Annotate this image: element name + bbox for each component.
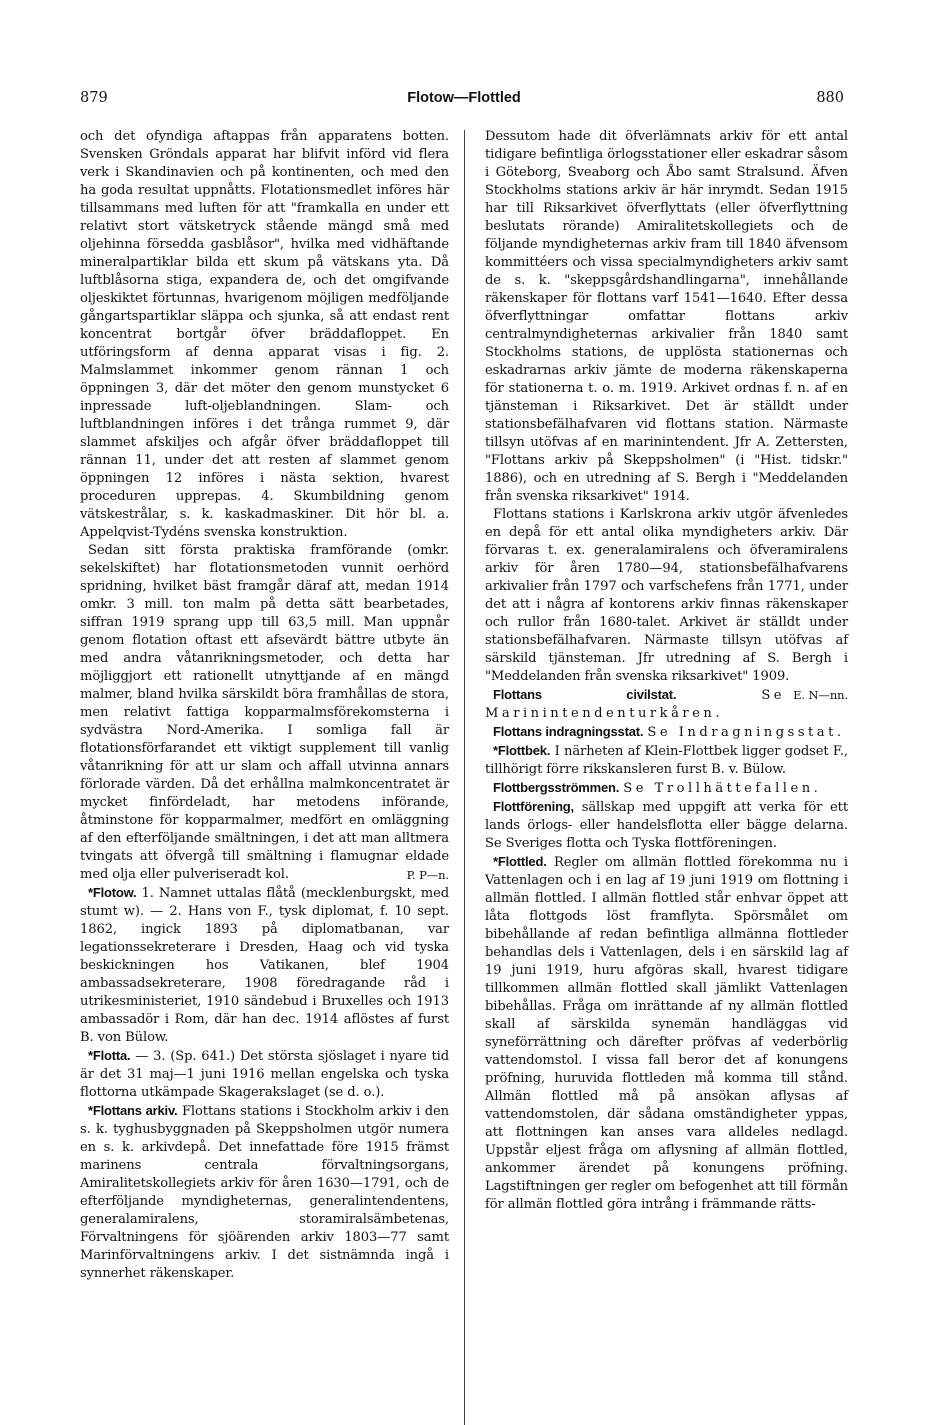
- entry-flottbergsstrommen: [485, 779, 848, 798]
- headword: Flottans civilstat.: [493, 687, 677, 702]
- entry-flottans-arkiv: [80, 1102, 449, 1283]
- entry-flotta: [80, 1047, 449, 1102]
- entry-text: — 3. (Sp. 641.) Det största sjöslaget i nyare tid är det 31 maj—1 juni 1916 mellan engelska och tyska flottorna utkämpade Skagerakslaget (se d. o.).: [80, 1049, 449, 1100]
- flotation-history-paragraph: [80, 542, 449, 884]
- headword: Flottförening,: [493, 799, 574, 814]
- entry-text: I närheten af Klein-Flottbek ligger godset F., tillhörigt förre rikskansleren furst B. v. Bülow.: [485, 744, 848, 777]
- page-number-right: 880: [816, 90, 844, 106]
- entry-flottforening: [485, 798, 848, 853]
- entry-flottbek: [485, 742, 848, 779]
- entry-flottled: [485, 853, 848, 1214]
- cross-reference: Se Marinintendenturkåren.: [485, 688, 786, 721]
- entry-flottans-indragningsstat: [485, 723, 848, 742]
- arkiv-continued-paragraph: Dessutom hade dit öfverlämnats arkiv för ett antal tidigare befintliga örlogsstationer eller eskadrar såsom i Göteborg, Sveaborg och Åbo samt Stralsund. Äfven Stockholms stations arkiv är här inrymdt. Sedan 1915 har till Riksarkivet öfverflyttats (eller öfverflyttning beslutats rörande) Amiralitetskollegiets och de följande myndigheternas arkiv fram till 1840 äfvensom kommittéers och vissa specialmyndigheters arkiv samt de s. k. "skeppsgårdshandlingarna", innehållande räkenskaper för flottans varf 1541—1640. Efter dessa öfverflyttningar omfattar flottans arkiv centralmyndigheternas arkivalier från 1840 samt Stockholms stations, de upplösta stationernas och eskadrarnas arkiv jämte de moderna räkenskaperna för stationerna t. o. m. 1919. Arkivet ordnas f. n. af en tjänsteman i Riksarkivet. Det är ställdt under stationsbefälhafvaren vid flottans station. Närmaste tillsyn utöfvas af en marinintendent. Jfr A. Zettersten, "Flottans arkiv på Skeppsholmen" (i "Hist. tidskr." 1886), och en utredning af S. Bergh i "Meddelanden från svenska riksarkivet" 1914.: [485, 129, 848, 504]
- column-divider: [464, 130, 465, 1425]
- headword: *Flottans arkiv.: [88, 1103, 178, 1118]
- entry-flotow: [80, 884, 449, 1047]
- author-signature: E. N—nn.: [793, 688, 848, 702]
- entry-text: Flottans stations i Stockholm arkiv i den s. k. tyghusbyggnaden på Skeppsholmen utgör numera en s. k. arkivdepå. Det innefattade före 1915 främst marinens centrala förvaltningsorgans, Amiralitetskollegiets arkiv för åren 1630—1791, och de efterföljande myndigheternas, generalintendentens, generalamiralens, storamiralsämbetenas, Förvaltningens för sjöärenden arkiv 1803—77 samt Marinförvaltningens arkiv. I det sistnämnda ingå i synnerhet räkenskaper.: [80, 1104, 449, 1281]
- header-title: Flotow—Flottled: [407, 90, 521, 106]
- entry-text: 1. Namnet uttalas flåtå (mecklenburgskt, med stumt w). — 2. Hans von F., tysk diplomat, f. 10 sept. 1862, ingick 1893 på diplomatbanan, var legationssekreterare i Dresden, Haag och vid tyska beskickningen hos Vatikanen, blef 1904 ambassadsekreterare, 1908 föredragande råd i utrikesministeriet, 1910 sändebud i Bruxelles och 1913 ambassadör i Rom, där han dec. 1914 aflöstes af furst B. von Bülow.: [80, 886, 450, 1045]
- headword: *Flotta.: [88, 1048, 131, 1063]
- page-number-left: 879: [80, 90, 108, 106]
- headword: *Flottbek.: [493, 743, 551, 758]
- cross-reference: Se Trollhättefallen.: [623, 781, 822, 796]
- headword: *Flotow.: [88, 885, 137, 900]
- author-signature: P. P—n.: [406, 868, 449, 882]
- headword: Flottans indragningsstat.: [493, 724, 644, 739]
- headword: Flottbergsströmmen.: [493, 780, 620, 795]
- paragraph-text: Sedan sitt första praktiska framförande (omkr. sekelskiftet) har flotationsmetoden vunnit oerhörd spridning, hvilket bäst framgår däraf att, medan 1914 omkr. 3 mill. ton malm på detta sätt bearbetades, siffran 1919 sprang upp till 63,5 mill. Man uppnår genom flotation oftast ett afsevärdt bättre utbyte än med andra våtanrikningsmetoder, och detta har möjliggjort ett rationellt utnyttjande af en mängd malmer, bland hvilka särskildt böra framhållas de stora, men relativt fattiga kopparmalmsförekomsterna i sydvästra Nord-Amerika. I somliga fall är flotationsförfarandet ett viktigt supplement till vanlig våtanrikning för att ur slam och affall utvinna annars förlorade värden. Då det erhållna malmkoncentratet är mycket finfördeladt, har metodens införande, åtminstone för kopparmalmer, medfört en omläggning af den efterföljande smältningen, i det att man alltmera tvingats att öfvergå till smältning i flamugnar eldade med olja eller pulveriseradt kol.: [80, 543, 449, 882]
- headword: *Flottled.: [493, 854, 547, 869]
- cross-reference: Se Indragningsstat.: [647, 725, 845, 740]
- running-header: [0, 90, 928, 114]
- left-column: [80, 128, 449, 1283]
- paragraph-text: Flottans stations i Karlskrona arkiv utgör äfvenledes en depå för ett antal olika myndigheters arkiv. Där förvaras t. ex. generalamiralens och öfveramiralens arkiv för åren 1780—94, stationsbefälhafvarens arkivalier från 1797 och varfschefens från 1771, under det att i några af kontorens arkiv finnas räkenskaper och rullor från 1680-talet. Arkivet är ställdt under stationsbefälhafvaren. Närmaste tillsyn utöfvas af särskild tjänsteman. Jfr utredning af S. Bergh i "Meddelanden från svenska riksarkivet" 1909.: [485, 507, 848, 684]
- flotation-continued-paragraph: och det ofyndiga aftappas från apparatens botten. Svensken Gröndals apparat har blifvit införd vid flera verk i Skandinavien och på kontinenten, och med den ha goda resultat uppnåtts. Flotationsmedlet införes här tillsammans med luften för att "framkalla en under ett relativt stort vätsketryck stående mängd små med oljehinna försedda gasblåsor", hvilka med vidhäftande mineralpartiklar bilda ett skum på vätskans yta. Då luftblåsorna stiga, expandera de, och det omgifvande oljeskiktet förtunnas, hvarigenom möjligen medföljande gångartspartiklar släppa och sjunka, så att endast rent koncentrat bortgår öfver bräddafloppet. En utföringsform af denna apparat visas i fig. 2. Malmslammet inkommer genom rännan 1 och öppningen 3, där det möter den genom munstycket 6 inpressade luft-oljeblandningen. Slam- och luftblandningen införes i det trånga rummet 9, där slammet afskiljes och afgår öfver bräddafloppet till rännan 11, under det att resten af slammet genom öppningen 12 införes i nästa sektion, hvarest proceduren upprepas. 4. Skumbildning genom vätskestrålar, s. k. kaskadmaskiner. Dit hör bl. a. Appelqvist-Tydéns svenska konstruktion.: [80, 129, 449, 540]
- entry-text: sällskap med uppgift att verka för ett lands örlogs- eller handelsflotta eller bägge delarna. Se Sveriges flotta och Tyska flottföreningen.: [485, 800, 849, 851]
- entry-text: Regler om allmän flottled förekomma nu i Vattenlagen och i en lag af 19 juni 1919 om flottning i allmän flottled. I allmän flottled står enhvar öppet att låta flottgods löst framflyta. Spörsmålet om bibehållande af redan befintliga allmänna flottleder behandlas dels i Vattenlagen, dels i en särskild lag af 19 juni 1919, huru afgöras skall, hvarest tidigare tillkommen allmän flottled skall jämlikt Vattenlagen bibehållas. Fråga om inrättande af ny allmän flottled skall af särskilda synemän handläggas vid syneförrättning och därefter pröfvas af vederbörlig vattendomstol. I vissa fall beror det af konungens pröfning, huruvida flottleden må komma till stånd. Allmän flottled må på ansökan aflysas af vattendomstolen, där sådana omständigheter yppas, att flottningen kan anses vara alldeles nedlagd. Uppstår eljest fråga om aflysning af allmän flottled, ankommer ärendet på konungens pröfning. Lagstiftningen ger regler om befogenhet att till förmån för allmän flottled göra intrång i främmande rätts-: [485, 855, 848, 1212]
- right-column: [485, 128, 848, 1214]
